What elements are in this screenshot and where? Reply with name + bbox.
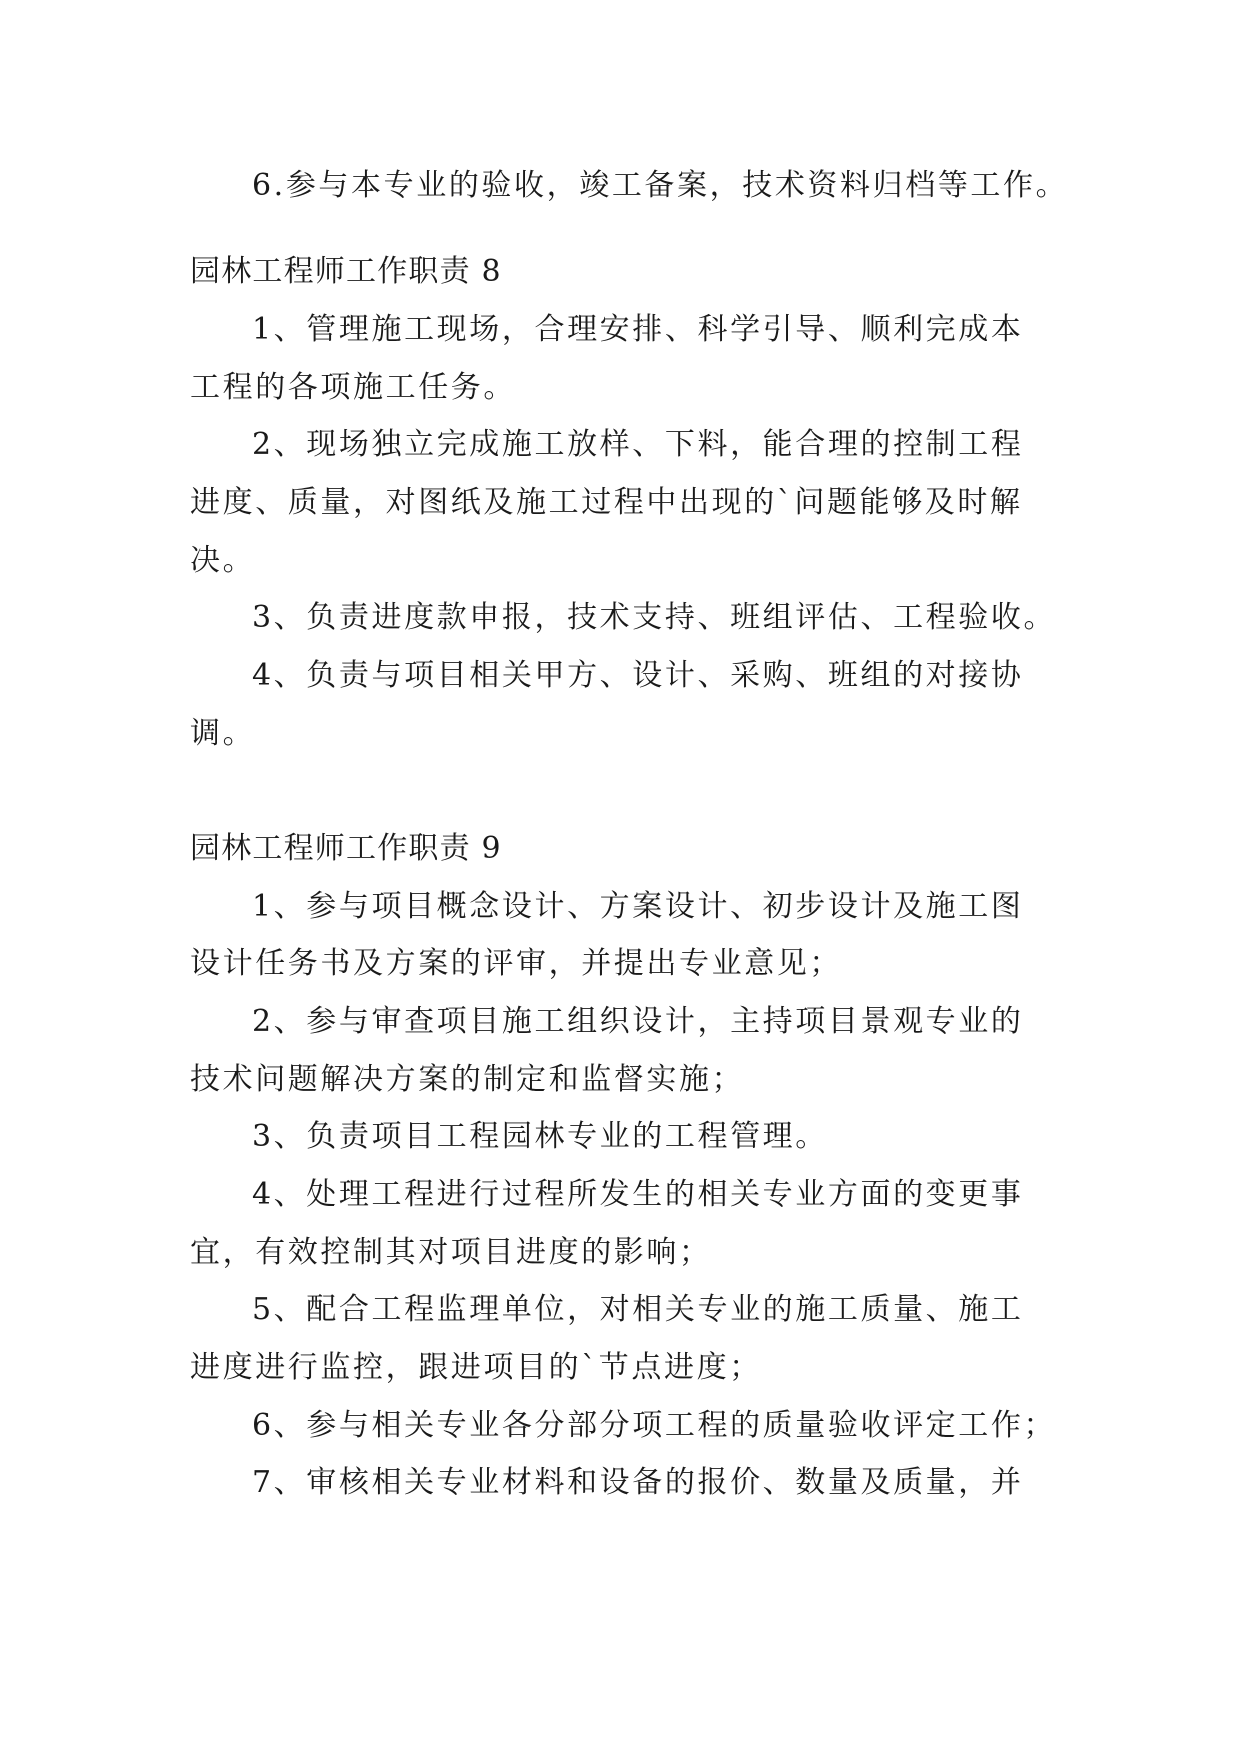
- paragraph-line: 5、配合工程监理单位，对相关专业的施工质量、施工: [252, 1292, 1024, 1327]
- paragraph-line: 1、参与项目概念设计、方案设计、初步设计及施工图: [252, 889, 1024, 924]
- paragraph-line: 1、管理施工现场，合理安排、科学引导、顺利完成本: [252, 312, 1024, 347]
- paragraph-line: 工程的各项施工任务。: [190, 370, 516, 405]
- section-heading: 园林工程师工作职责 8: [190, 254, 502, 289]
- paragraph-line: 7、审核相关专业材料和设备的报价、数量及质量，并: [252, 1465, 1024, 1500]
- paragraph-line: 2、参与审查项目施工组织设计，主持项目景观专业的: [252, 1004, 1024, 1039]
- paragraph-line: 6.参与本专业的验收，竣工备案，技术资料归档等工作。: [252, 168, 1069, 203]
- paragraph-line: 2、现场独立完成施工放样、下料，能合理的控制工程: [252, 427, 1024, 462]
- paragraph-line: 6、参与相关专业各分部分项工程的质量验收评定工作；: [252, 1408, 1057, 1443]
- paragraph-line: 3、负责进度款申报，技术支持、班组评估、工程验收。: [252, 600, 1057, 635]
- paragraph-line: 4、负责与项目相关甲方、设计、采购、班组的对接协: [252, 658, 1024, 693]
- paragraph-line: 进度、质量，对图纸及施工过程中出现的`问题能够及时解: [190, 485, 1023, 520]
- section-heading: 园林工程师工作职责 9: [190, 831, 502, 866]
- paragraph-line: 4、处理工程进行过程所发生的相关专业方面的变更事: [252, 1177, 1024, 1212]
- paragraph-line: 决。: [190, 543, 256, 578]
- paragraph-line: 设计任务书及方案的评审，并提出专业意见；: [190, 946, 842, 981]
- paragraph-line: 宜，有效控制其对项目进度的影响；: [190, 1235, 712, 1270]
- paragraph-line: 调。: [190, 716, 256, 751]
- paragraph-line: 3、负责项目工程园林专业的工程管理。: [252, 1119, 828, 1154]
- paragraph-line: 技术问题解决方案的制定和监督实施；: [190, 1062, 745, 1097]
- paragraph-line: 进度进行监控，跟进项目的`节点进度；: [190, 1350, 762, 1385]
